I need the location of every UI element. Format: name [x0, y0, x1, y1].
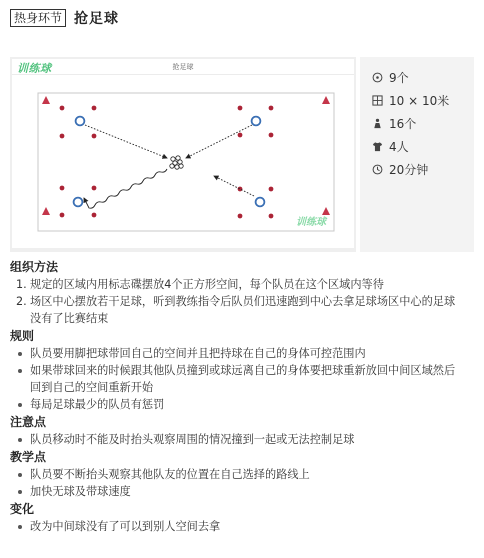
- diagram-label: 抢足球: [172, 63, 194, 71]
- rules-list: [10, 345, 476, 413]
- watermark-logo: 训练球: [296, 217, 326, 228]
- corner-cones: [42, 96, 330, 215]
- info-panel: [360, 57, 474, 252]
- teaching-list: [10, 466, 476, 500]
- player-bottom-right: [256, 198, 265, 207]
- section-heading-variation: 变化: [10, 502, 35, 516]
- players: [74, 117, 265, 207]
- info-row-markers: [372, 116, 416, 130]
- drill-description: [10, 258, 476, 535]
- run-path-top-right: [186, 125, 252, 158]
- field-boundary: [38, 93, 334, 231]
- player-top-right: [252, 117, 261, 126]
- list-item-continued: 没有了比赛结束: [30, 312, 109, 325]
- info-row-players: [372, 139, 409, 153]
- info-text: 10 × 10米: [389, 93, 450, 108]
- list-item: 如果带球回来的时候跟其他队员撞到或球远离自己的身体要把球重新放回中间区域然后: [10, 362, 476, 379]
- info-text: 20分钟: [389, 162, 429, 177]
- diagram-panel: [10, 57, 356, 252]
- list-item: 改为中间球没有了可以到别人空间去拿: [10, 518, 476, 535]
- organization-list: [10, 276, 476, 327]
- list-item: 队员要不断抬头观察其他队友的位置在自己选择的路线上: [10, 466, 476, 483]
- timer-icon: [372, 164, 383, 175]
- variation-list: [10, 518, 476, 535]
- list-item: 队员要用脚把球带回自己的空间并且把持球在自己的身体可控范围内: [10, 345, 476, 362]
- jersey-icon: [372, 141, 383, 152]
- section-tag: 热身环节: [10, 9, 66, 27]
- notes-list: [10, 431, 476, 448]
- player-top-left: [76, 117, 85, 126]
- dribble-path: [84, 169, 167, 208]
- clock-icon: [372, 72, 383, 83]
- section-heading-rules: 规则: [10, 329, 35, 343]
- section-heading-teaching: 教学点: [10, 450, 47, 464]
- section-heading-notes: 注意点: [10, 415, 47, 429]
- cone-bottom-left: [42, 207, 50, 215]
- field-size-icon: [372, 95, 383, 106]
- list-item: 1. 规定的区域内用标志碟摆放4个正方形空间，每个队员在这个区域内等待: [16, 278, 384, 291]
- page-title: 抢足球: [74, 11, 120, 27]
- player-figure-icon: [372, 118, 383, 129]
- info-row-count: [372, 70, 409, 84]
- info-text: 4人: [389, 139, 409, 154]
- run-path-top-left: [85, 125, 167, 158]
- cone-top-right: [322, 96, 330, 104]
- info-text: 9个: [389, 70, 409, 85]
- item-number: 2.: [16, 295, 27, 308]
- info-text: 16个: [389, 116, 417, 131]
- diagram-canvas: [12, 59, 354, 248]
- info-row-field: [372, 93, 449, 107]
- list-item: 队员移动时不能及时抬头观察周围的情况撞到一起或无法控制足球: [10, 431, 476, 448]
- run-paths: [85, 125, 254, 196]
- brand-logo: 训练球: [17, 63, 52, 75]
- drill-diagram: [12, 59, 354, 248]
- cone-top-left: [42, 96, 50, 104]
- item-number: 1.: [16, 278, 27, 291]
- list-item: 加快无球及带球速度: [10, 483, 476, 500]
- square-markers: [60, 106, 274, 219]
- list-item: 每局足球最少的队员有惩罚: [10, 396, 476, 413]
- player-bottom-left: [74, 198, 83, 207]
- ball-cluster: [170, 156, 183, 169]
- info-row-duration: [372, 162, 428, 176]
- run-path-bottom-right: [214, 176, 254, 196]
- header: [10, 8, 119, 28]
- section-heading-organization: 组织方法: [10, 260, 59, 274]
- list-item: 2. 场区中心摆放若干足球，听到教练指令后队员们迅速跑到中心去拿足球场区中心的足球: [16, 295, 456, 308]
- list-item-continued: 回到自己的空间重新开始: [30, 381, 154, 394]
- cone-bottom-right: [322, 207, 330, 215]
